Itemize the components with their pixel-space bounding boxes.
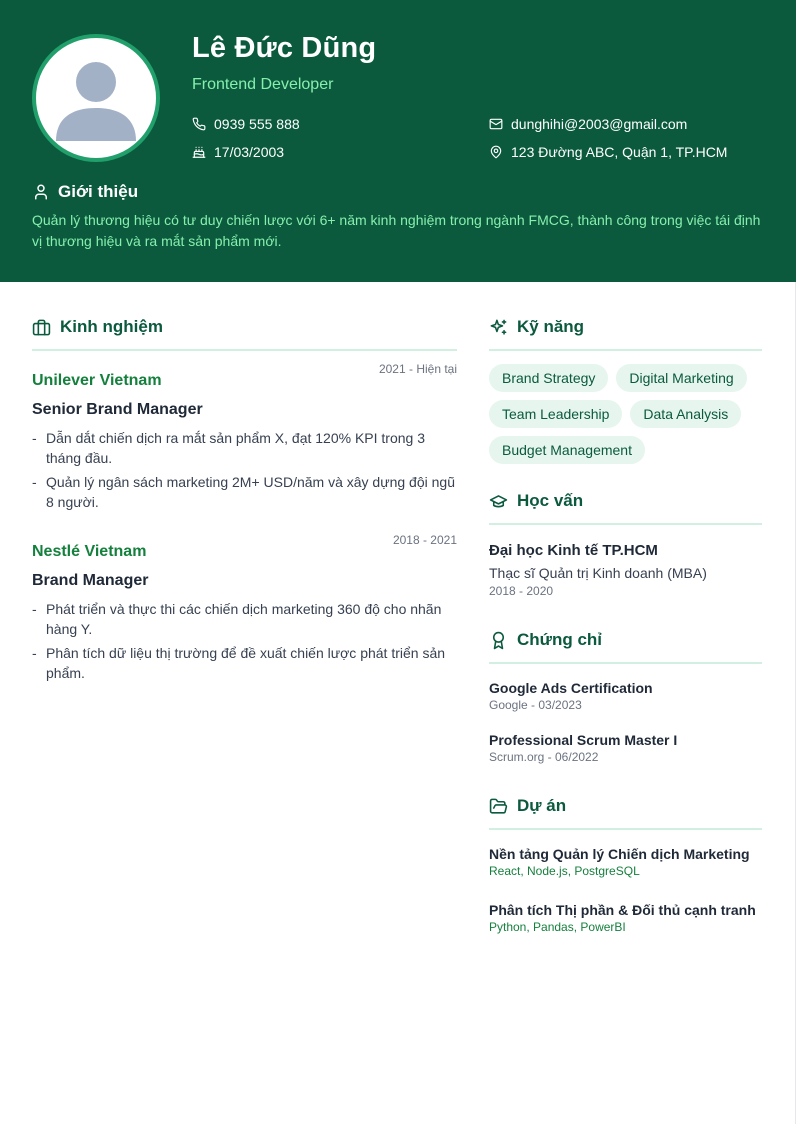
- job-company: Nestlé Vietnam: [32, 543, 147, 560]
- graduation-cap-icon: [489, 492, 508, 511]
- job-date: 2021 - Hiện tại: [378, 362, 457, 376]
- experience-heading-label: Kinh nghiệm: [60, 317, 163, 336]
- project-tech: React, Node.js, PostgreSQL: [489, 864, 640, 878]
- education-school: Đại học Kinh tế TP.HCM: [489, 542, 658, 559]
- projects-heading-label: Dự án: [517, 796, 567, 815]
- email-value[interactable]: dunghihi@2003@gmail.com: [511, 116, 688, 132]
- contact-dob: [192, 144, 284, 160]
- intro-heading-label: Giới thiệu: [58, 182, 139, 201]
- map-pin-icon: [489, 145, 503, 159]
- user-avatar-icon: [36, 38, 156, 158]
- job-bullets: [32, 428, 457, 516]
- skill-chip: Budget Management: [489, 436, 645, 464]
- skill-chip: Data Analysis: [630, 400, 741, 428]
- candidate-name: Lê Đức Dũng: [192, 32, 377, 64]
- skill-chip: Team Leadership: [489, 400, 622, 428]
- education-heading-label: Học vấn: [517, 491, 584, 510]
- phone-value: 0939 555 888: [214, 116, 300, 132]
- phone-icon: [192, 117, 206, 131]
- experience-divider: [32, 349, 457, 351]
- certificates-heading: [489, 630, 602, 650]
- skills-heading: [489, 317, 584, 337]
- job-bullet: - Quản lý ngân sách marketing 2M+ USD/năm và xây dựng đội ngũ 8 người.: [32, 472, 457, 512]
- intro-text: Quản lý thương hiệu có tư duy chiến lược với 6+ năm kinh nghiệm trong ngành FMCG, thành công trong việc tái định vị thương hiệu và ra mắt sản phẩm mới.: [32, 212, 761, 249]
- contact-phone: [192, 116, 300, 132]
- certificate-detail: Google - 03/2023: [489, 698, 582, 712]
- award-icon: [489, 631, 508, 650]
- projects-divider: [489, 828, 762, 830]
- skills-divider: [489, 349, 762, 351]
- certificates-divider: [489, 662, 762, 664]
- intro-heading: [32, 182, 138, 202]
- job-entry: [32, 362, 457, 522]
- job-company: Unilever Vietnam: [32, 372, 162, 389]
- job-entry: [32, 533, 457, 693]
- avatar: [32, 34, 160, 162]
- education-years: 2018 - 2020: [489, 584, 554, 598]
- project-tech: Python, Pandas, PowerBI: [489, 920, 626, 934]
- skills-heading-label: Kỹ năng: [517, 317, 585, 336]
- address-value: 123 Đường ABC, Quận 1, TP.HCM: [511, 144, 728, 160]
- skill-chip: Brand Strategy: [489, 364, 608, 392]
- contact-email: [489, 116, 687, 132]
- certificate-name: Google Ads Certification: [489, 680, 653, 696]
- resume-header: [0, 0, 796, 282]
- job-bullet: - Phân tích dữ liệu thị trường để đề xuất chiến lược phát triển sản phẩm.: [32, 643, 457, 683]
- education-heading: [489, 491, 583, 511]
- skills-list: [489, 364, 769, 464]
- skill-chip: Digital Marketing: [616, 364, 746, 392]
- user-icon: [32, 183, 50, 201]
- job-bullets: [32, 599, 457, 687]
- project-name: Phân tích Thị phần & Đối thủ cạnh tranh: [489, 902, 756, 918]
- education-divider: [489, 523, 762, 525]
- contact-address: [489, 144, 727, 160]
- candidate-role: Frontend Developer: [192, 76, 334, 93]
- job-date: 2018 - 2021: [392, 533, 457, 547]
- education-degree: Thạc sĩ Quản trị Kinh doanh (MBA): [489, 565, 707, 581]
- mail-icon: [489, 117, 503, 131]
- experience-heading: [32, 317, 163, 337]
- job-bullet: - Phát triển và thực thi các chiến dịch marketing 360 độ cho nhãn hàng Y.: [32, 599, 457, 639]
- job-title: Senior Brand Manager: [32, 401, 203, 418]
- job-title: Brand Manager: [32, 572, 149, 589]
- folder-open-icon: [489, 797, 508, 816]
- certificates-heading-label: Chứng chỉ: [517, 630, 603, 649]
- briefcase-icon: [32, 318, 51, 337]
- certificate-detail: Scrum.org - 06/2022: [489, 750, 599, 764]
- project-name: Nền tảng Quản lý Chiến dịch Marketing: [489, 846, 750, 862]
- certificate-name: Professional Scrum Master I: [489, 732, 678, 748]
- job-bullet: - Dẫn dắt chiến dịch ra mắt sản phẩm X, đạt 120% KPI trong 3 tháng đầu.: [32, 428, 457, 468]
- cake-icon: [192, 145, 206, 159]
- projects-heading: [489, 796, 566, 816]
- dob-value: 17/03/2003: [214, 144, 285, 160]
- sparkles-icon: [489, 318, 508, 337]
